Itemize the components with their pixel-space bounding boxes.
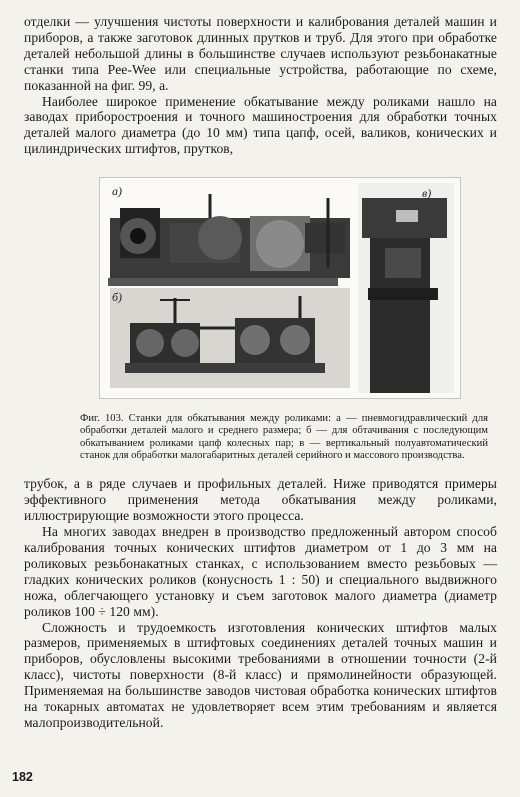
figure-label-b: б) [112,290,123,305]
book-page [24,14,497,731]
machine-b-photo [110,288,350,388]
figure-photo [100,178,460,398]
paragraph-3: трубок, а в ряде случаев и профильных деталей. Ниже приводятся примеры эффективного применения метода обкатывания между роликами, иллюстрирующие возможности этого процесса. [24,476,497,524]
machine-a-photo [108,194,350,286]
figure-103 [99,177,461,399]
paragraph-4: На многих заводах внедрен в производство предложенный автором способ калибрования точных конических штифтов диаметром от 1 до 3 мм на роликовых резьбонакатных станках, с использованием вместо резьбовых — гладких конических роликов (конусность 1 : 50) и специального выдвижного ножа, облегчающего установку и съем заготовок малого диаметра (диаметр роликов 100 ÷ 120 мм). [24,524,497,619]
paragraph-2: Наиболее широкое применение обкатывание между роликами нашло на заводах приборостроения и точного машиностроения для обработки точных деталей малого диаметра (до 10 мм) типа цапф, осей, валиков, конических и цилиндрических штифтов, прутков, [24,93,497,157]
paragraph-1: отделки — улучшения чистоты поверхности и калибрования деталей машин и приборов, а также заготовок длинных прутков и труб. Для этого при обработке деталей небольшой длины в большинстве случаев используют резьбонакатные станки типа Pee-Wee или специальные устройства, работающие по схеме, показанной на фиг. 99, а. [24,14,497,93]
machine-c-photo [358,183,454,393]
page-number: 182 [12,770,33,784]
figure-label-c: в) [422,186,432,201]
figure-label-a: а) [112,184,122,199]
figure-caption: Фиг. 103. Станки для обкатывания между роликами: а — пневмогидравлический для обработки деталей малого и среднего размера; б — для обтачивания с последующим обкатыванием роликами цапф колесных пар; в — вертикальный полуавтоматический станок для обработки малогабаритных деталей серийного и массового производства. [80,413,488,462]
paragraph-5: Сложность и трудоемкость изготовления конических штифтов малых размеров, применяемых в штифтовых соединениях деталей точных машин и приборов, обусловлены высокими требованиями в отношении точности (2-й класс), чистоты поверхности (8-й класс) и прямолинейности образующей. Применяемая на большинстве заводов чистовая обработка конических штифтов на токарных автоматах не удовлетворяет всем этим требованиям и является малопроизводительной. [24,619,497,730]
